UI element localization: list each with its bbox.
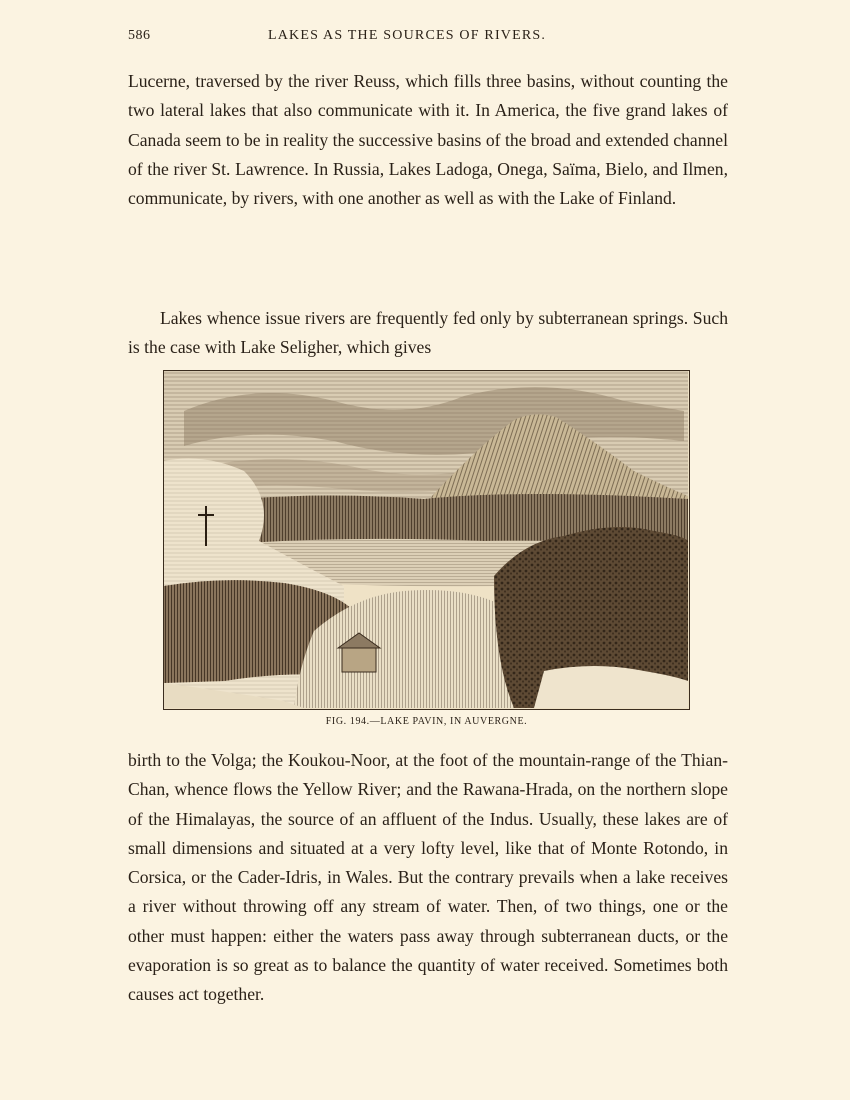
engraving-lake-pavin	[163, 370, 690, 710]
running-head: LAKES AS THE SOURCES OF RIVERS.	[268, 28, 547, 43]
page-number: 586	[128, 28, 151, 43]
body-paragraph-1: Lucerne, traversed by the river Reuss, which fills three basins, without counting the two lateral lakes that also communicate with it. In America, the five grand lakes of Canada seem to be in reality the successive basins of the broad and extended channel of the river St. Lawrence. In Russia, Lakes Ladoga, Onega, Saïma, Bielo, and Ilmen, communicate, by rivers, with one another as well as with the Lake of Finland.	[128, 71, 728, 209]
figure-caption: FIG. 194.—LAKE PAVIN, IN AUVERGNE.	[325, 716, 528, 727]
body-paragraph-2: Lakes whence issue rivers are frequently fed only by subterranean springs. Such is the case with Lake Seligher, which gives	[128, 308, 728, 358]
page-header	[128, 28, 728, 52]
body-paragraph-3: birth to the Volga; the Koukou-Noor, at the foot of the mountain-range of the Thian-Chan, whence flows the Yellow River; and the Rawana-Hrada, on the northern slope of the Himalayas, the source of an affluent of the Indus. Usually, these lakes are of small dimensions and situated at a very lofty level, like that of Monte Rotondo, in Corsica, or the Cader-Idris, in Wales. But the contrary prevails when a lake receives a river without throwing off any stream of water. Then, of two things, one or the other must happen: either the waters pass away through subterranean ducts, or the evaporation is so great as to balance the quantity of water received. Sometimes both causes act together.	[128, 750, 728, 1005]
